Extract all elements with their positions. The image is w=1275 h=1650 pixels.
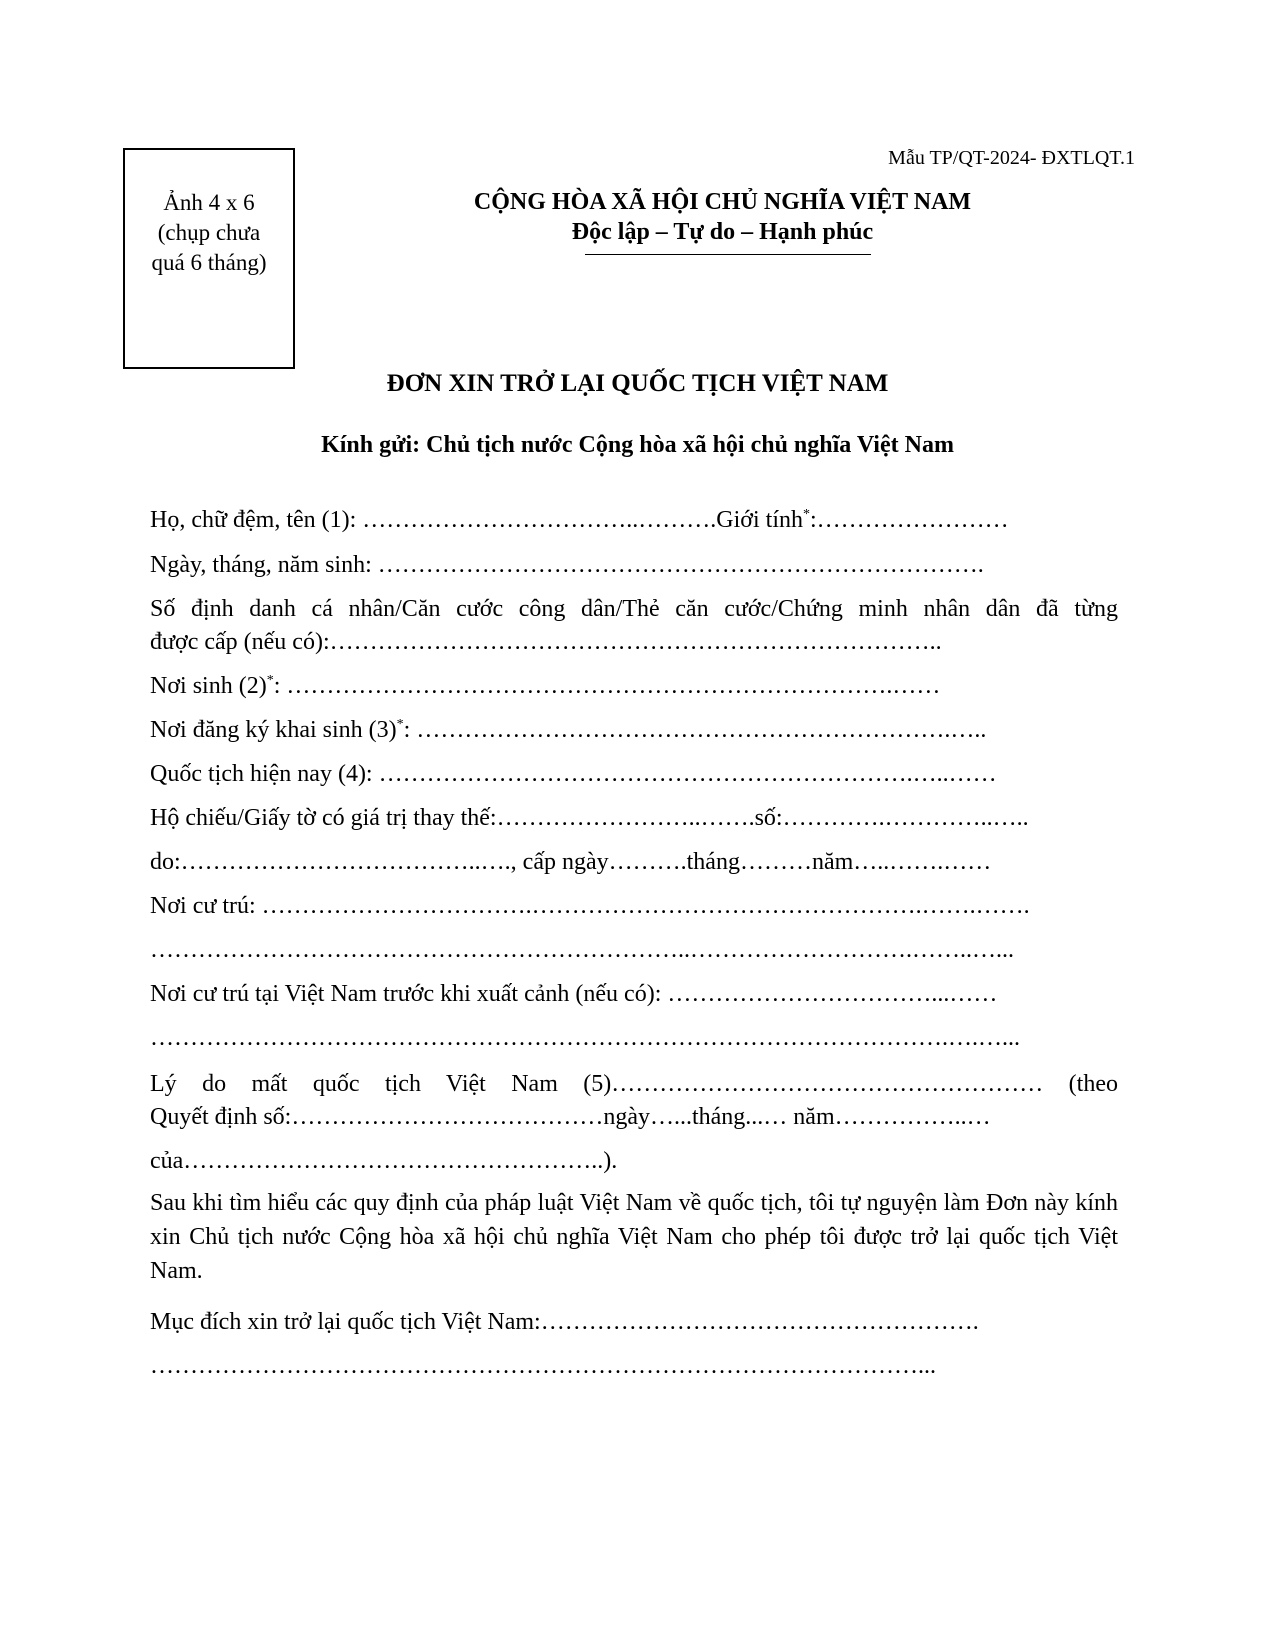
field-loss-reason-line-2[interactable]: Quyết định số:…………………………………ngày…...tháng...… năm……………..… xyxy=(150,1104,991,1130)
field-current-nationality[interactable]: Quốc tịch hiện nay (4): ………………………………………………………….…..…… xyxy=(150,761,997,787)
birth-registration-label: Nơi đăng ký khai sinh (3) xyxy=(150,717,397,743)
field-previous-residence-line-1[interactable]: Nơi cư trú tại Việt Nam trước khi xuất cảnh (nếu có): ……………………………...…… xyxy=(150,981,998,1007)
birthplace-required-mark: * xyxy=(266,673,274,688)
field-birthplace[interactable] xyxy=(150,671,1118,701)
photo-box-line-3: quá 6 tháng) xyxy=(151,250,267,275)
document-title: ĐƠN XIN TRỞ LẠI QUỐC TỊCH VIỆT NAM xyxy=(386,370,889,397)
addressee: Kính gửi: Chủ tịch nước Cộng hòa xã hội chủ nghĩa Việt Nam xyxy=(321,432,954,458)
field-date-of-birth[interactable]: Ngày, tháng, năm sinh: …………………………………………………………………. xyxy=(150,552,984,578)
national-motto: Độc lập – Tự do – Hạnh phúc xyxy=(571,219,874,245)
form-code: Mẫu TP/QT-2024- ĐXTLQT.1 xyxy=(888,147,1135,169)
field-id-number-line-1: Số định danh cá nhân/Căn cước công dân/Thẻ căn cước/Chứng minh nhân dân đã từng xyxy=(150,596,1118,622)
field-residence-line-2[interactable]: …………………………………………………………..……………………….……..…... xyxy=(150,937,1014,963)
field-purpose-line-2[interactable]: ……………………………………………………………………………………... xyxy=(150,1353,936,1379)
birthplace-dots: : ………………………………………………………………….…… xyxy=(273,673,941,699)
field-id-number-line-2[interactable]: được cấp (nếu có):………………………………………………………………….. xyxy=(150,629,942,655)
birth-registration-dots: : ………………………………………………………….….. xyxy=(403,717,987,743)
gender-dots: :…………………… xyxy=(810,507,1009,533)
national-header xyxy=(0,187,1275,247)
field-passport-issued[interactable]: do:………………………………..…., cấp ngày……….tháng………năm…..…….…… xyxy=(150,849,992,875)
field-loss-reason-line-1[interactable]: Lý do mất quốc tịch Việt Nam (5)……………………………………………… (theo xyxy=(150,1071,1118,1097)
full-name-label: Họ, chữ đệm, tên (1): xyxy=(150,507,363,533)
motto-underline xyxy=(585,254,871,255)
field-loss-reason-line-3[interactable]: của……………………………………………..). xyxy=(150,1148,618,1174)
birthplace-label: Nơi sinh (2) xyxy=(150,673,267,699)
field-birth-registration[interactable] xyxy=(150,715,1118,745)
field-residence-line-1[interactable]: Nơi cư trú: …………………………….………………………………………….…….……. xyxy=(150,893,1030,919)
field-full-name[interactable] xyxy=(150,505,1118,535)
declaration-paragraph: Sau khi tìm hiểu các quy định của pháp luật Việt Nam về quốc tịch, tôi tự nguyện làm Đơn này kính xin Chủ tịch nước Cộng hòa xã hội chủ nghĩa Việt Nam cho phép tôi được trở lại quốc tịch Việt Nam. xyxy=(150,1190,1118,1284)
birth-registration-required-mark: * xyxy=(396,717,404,732)
full-name-dots: ……………………………..………. xyxy=(362,507,717,533)
photo-box-line-2: (chụp chưa xyxy=(157,220,261,245)
photo-box-line-1: Ảnh 4 x 6 xyxy=(163,190,255,215)
gender-required-mark: * xyxy=(803,507,810,522)
country-name: CỘNG HÒA XÃ HỘI CHỦ NGHĨA VIỆT NAM xyxy=(473,189,972,215)
field-previous-residence-line-2[interactable]: ……………………………………………………………………………………….….…... xyxy=(150,1025,1020,1051)
photo-placeholder-box xyxy=(123,148,295,369)
field-purpose-line-1[interactable]: Mục đích xin trở lại quốc tịch Việt Nam:………………………………………………. xyxy=(150,1309,979,1335)
gender-label: Giới tính xyxy=(716,507,803,533)
field-passport[interactable]: Hộ chiếu/Giấy tờ có giá trị thay thế:……………………..…….số:………….…………..….. xyxy=(150,805,1029,831)
